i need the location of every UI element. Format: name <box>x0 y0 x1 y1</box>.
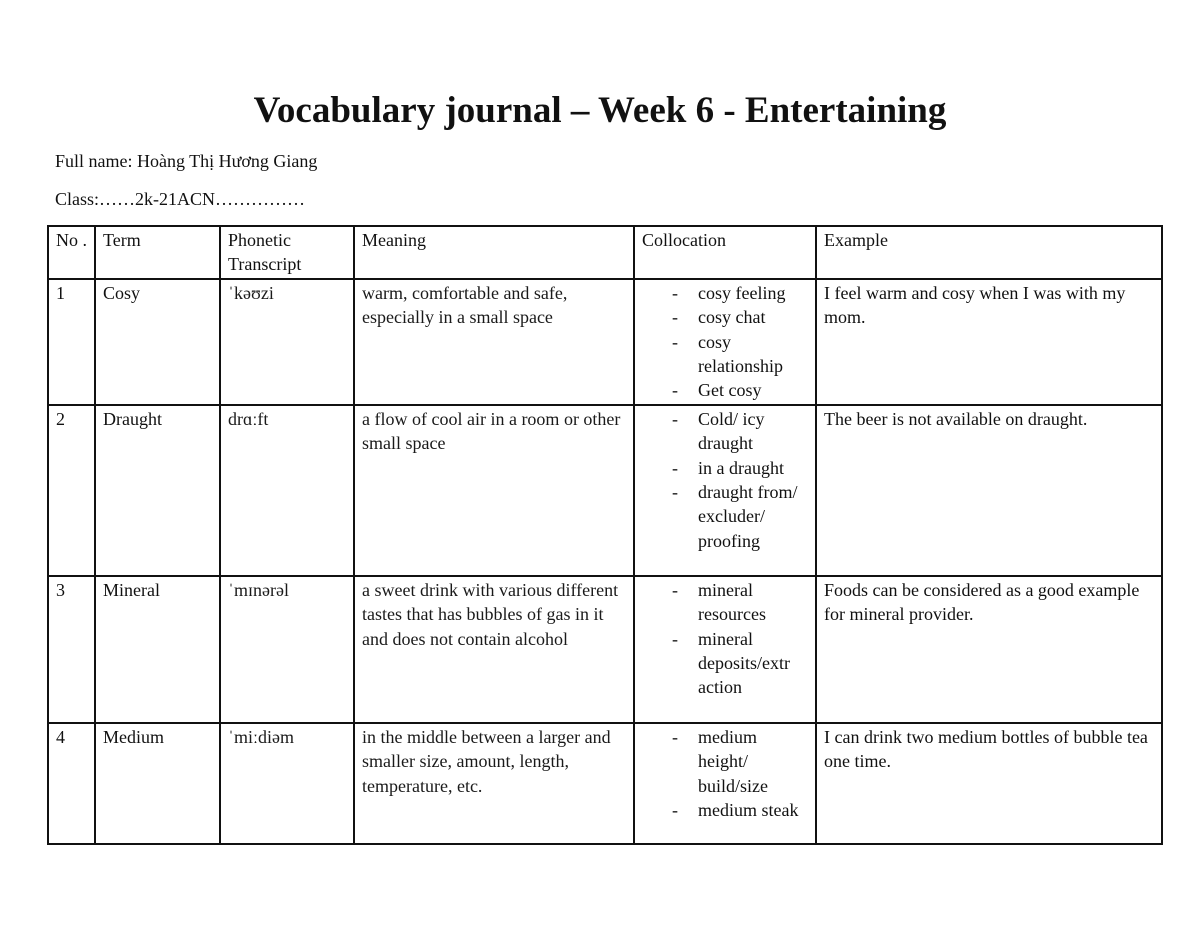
class-line: Class:……2k-21ACN…………… <box>55 189 306 209</box>
cell-example: Foods can be considered as a good example for mineral provider. <box>816 576 1162 723</box>
cell-collocation <box>634 576 816 723</box>
header-example: Example <box>816 226 1162 279</box>
header-term: Term <box>95 226 220 279</box>
collocation-list <box>642 407 808 553</box>
cell-phonetic: drɑːft <box>220 405 354 576</box>
collocation-item: - Cold/ icy draught <box>698 407 808 456</box>
collocation-item: - cosy feeling <box>698 281 808 305</box>
collocation-item: - mineral deposits/extr action <box>698 627 808 700</box>
cell-phonetic: ˈmɪnərəl <box>220 576 354 723</box>
cell-term: Cosy <box>95 279 220 405</box>
cell-collocation <box>634 279 816 405</box>
header-no: No . <box>48 226 95 279</box>
header-meaning: Meaning <box>354 226 634 279</box>
cell-example: The beer is not available on draught. <box>816 405 1162 576</box>
cell-term: Draught <box>95 405 220 576</box>
cell-example: I feel warm and cosy when I was with my mom. <box>816 279 1162 405</box>
cell-collocation <box>634 723 816 844</box>
table-row <box>48 405 1162 576</box>
cell-meaning: a flow of cool air in a room or other small space <box>354 405 634 576</box>
collocation-item: - cosy relationship <box>698 330 808 379</box>
cell-meaning: warm, comfortable and safe, especially in a small space <box>354 279 634 405</box>
cell-collocation <box>634 405 816 576</box>
cell-meaning: a sweet drink with various different tastes that has bubbles of gas in it and does not contain alcohol <box>354 576 634 723</box>
table-row <box>48 576 1162 723</box>
cell-term: Mineral <box>95 576 220 723</box>
collocation-item: - in a draught <box>698 456 808 480</box>
table-row <box>48 723 1162 844</box>
collocation-item: - Get cosy <box>698 378 808 402</box>
cell-no: 1 <box>48 279 95 405</box>
cell-phonetic: ˈmiːdiəm <box>220 723 354 844</box>
collocation-item: - cosy chat <box>698 305 808 329</box>
cell-no: 3 <box>48 576 95 723</box>
header-collocation: Collocation <box>634 226 816 279</box>
cell-meaning: in the middle between a larger and smaller size, amount, length, temperature, etc. <box>354 723 634 844</box>
header-phonetic: Phonetic Transcript <box>220 226 354 279</box>
collocation-list <box>642 725 808 823</box>
page-title: Vocabulary journal – Week 6 - Entertaining <box>253 90 947 131</box>
table-row <box>48 279 1162 405</box>
cell-no: 4 <box>48 723 95 844</box>
vocabulary-table <box>47 225 1163 845</box>
header-row <box>48 226 1162 279</box>
cell-phonetic: ˈkəʊzi <box>220 279 354 405</box>
collocation-list <box>642 281 808 403</box>
collocation-item: - mineral resources <box>698 578 808 627</box>
collocation-item: - medium steak <box>698 798 808 822</box>
collocation-item: - draught from/ excluder/ proofing <box>698 480 808 553</box>
cell-no: 2 <box>48 405 95 576</box>
cell-example: I can drink two medium bottles of bubble tea one time. <box>816 723 1162 844</box>
collocation-list <box>642 578 808 700</box>
cell-term: Medium <box>95 723 220 844</box>
full-name-line: Full name: Hoàng Thị Hương Giang <box>55 151 318 171</box>
collocation-item: - medium height/ build/size <box>698 725 808 798</box>
